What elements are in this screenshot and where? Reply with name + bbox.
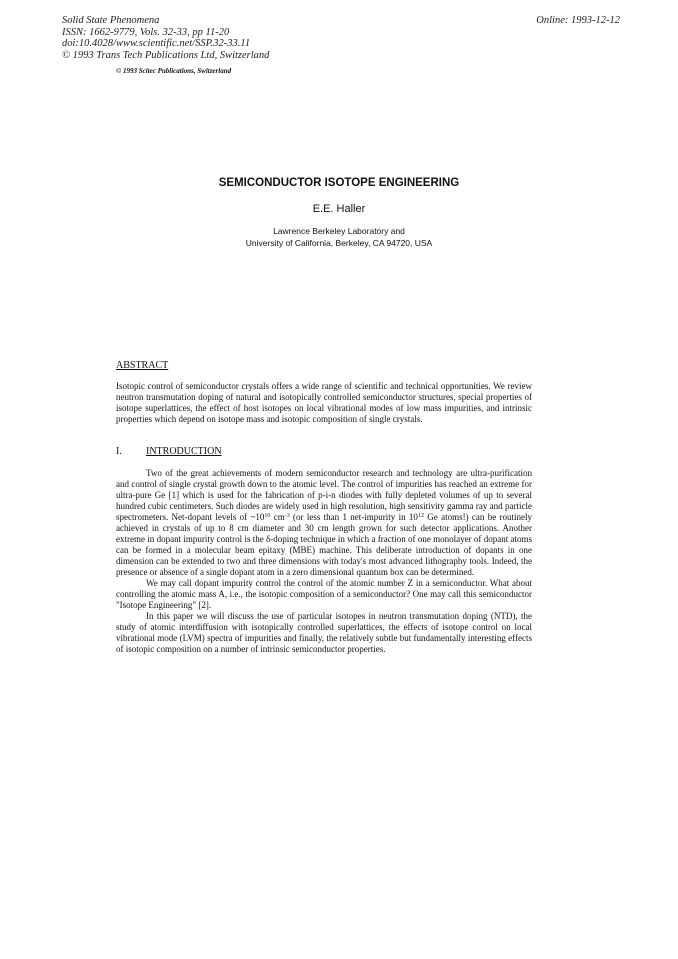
- paper-author: E.E. Haller: [312, 203, 366, 215]
- abstract-heading: ABSTRACT: [116, 360, 169, 371]
- abstract-text: [116, 381, 532, 425]
- journal-metadata: [62, 15, 269, 61]
- journal-issn: ISSN: 1662-9779, Vols. 32-33, pp 11-20: [62, 26, 230, 38]
- abstract-paragraph: Isotopic control of semiconductor crystals offers a wide range of scientific and technical opportunities. We review neutron transmutation doping of natural and isotopically controlled semiconductor structures, special properties of isotope superlattices, the effect of host isotopes on local vibrational modes of low mass impurities, and intrinsic properties which depend on isotope mass and isotopic composition of single crystals.: [116, 381, 532, 424]
- journal-copyright: © 1993 Trans Tech Publications Ltd, Switzerland: [62, 49, 270, 61]
- intro-paragraph-2: We may call dopant impurity control the control of the atomic number Z in a semiconductor. What about controlling the atomic mass A, i.e., the isotopic composition of a semiconductor? One may call this semiconductor "Isotope Engineering" [2].: [116, 578, 532, 610]
- paper-title: SEMICONDUCTOR ISOTOPE ENGINEERING: [218, 177, 460, 189]
- publisher-note: © 1993 Scitec Publications, Switzerland: [116, 67, 232, 75]
- affiliation-line-2: University of California, Berkeley, CA 94720, USA: [245, 238, 433, 248]
- intro-paragraph-1: Two of the great achievements of modern semiconductor research and technology are ultra-purification and control of single crystal growth down to the atomic level. The control of impurities has reached an extreme for ultra-pure Ge [1] which is used for the fabrication of p-i-n diodes with fully depleted volumes of up to several hundred cubic centimeters. Such diodes are widely used in high resolution, high sensitivity gamma ray and particle spectrometers. Net-dopant levels of $\sim 10^{10}$ $cm^{-3}$ (or less than 1 net-impurity in $10^{12}$ Ge atoms!) can be routinely achieved in crystals of up to 8 cm diameter and 30 cm length grown for such detector applications. Another extreme in dopant impurity control is the δ-doping technique in which a fraction of one monolayer of dopant atoms can be formed in a molecular beam epitaxy (MBE) machine. This deliberate introduction of dopants in one dimension can be extended to two and three dimensions with today's most advanced lithography tools. Indeed, the presence or absence of a single dopant atom in a zero dimensional quantum box can be determined.: [116, 468, 533, 577]
- section-number: I.: [116, 446, 122, 457]
- author-affiliation: [0, 225, 678, 249]
- introduction-heading: INTRODUCTION: [146, 446, 222, 457]
- journal-doi[interactable]: doi:10.4028/www.scientific.net/SSP.32-33.11: [62, 38, 251, 49]
- online-date: Online: 1993-12-12: [536, 15, 620, 26]
- affiliation-line-1: Lawrence Berkeley Laboratory and: [273, 226, 405, 236]
- journal-name: Solid State Phenomena: [62, 15, 160, 26]
- intro-paragraph-3: In this paper we will discuss the use of particular isotopes in neutron transmutation doping (NTD), the study of atomic interdiffusion with isotopically controlled superlattices, the effects of isotope control on local vibrational mode (LVM) spectra of impurities and finally, the relatively subtle but fundamentally interesting effects of isotopic composition on a number of intrinsic semiconductor properties.: [116, 611, 532, 654]
- introduction-body: [116, 468, 532, 655]
